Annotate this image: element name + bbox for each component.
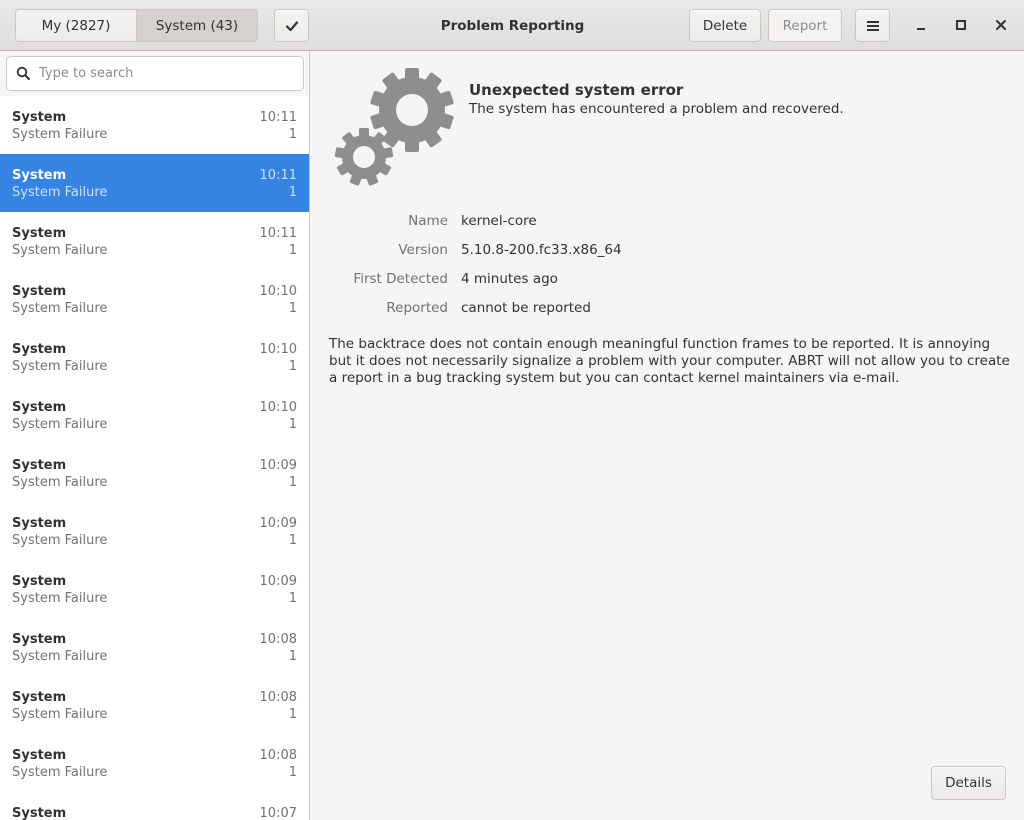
info-value: 4 minutes ago: [461, 271, 558, 287]
problem-count: 1: [288, 127, 297, 142]
delete-button[interactable]: Delete: [689, 9, 761, 42]
problem-list: [0, 96, 309, 820]
problem-title: System: [12, 516, 67, 531]
checkmark-icon: [285, 19, 299, 33]
problem-time: 10:10: [259, 400, 297, 415]
problem-type: System Failure: [12, 243, 108, 258]
problem-type: System Failure: [12, 707, 108, 722]
problem-type: System Failure: [12, 185, 108, 200]
menu-button[interactable]: [855, 9, 890, 42]
problem-title: System: [12, 284, 67, 299]
info-value: kernel-core: [461, 213, 537, 229]
problem-type: System Failure: [12, 591, 108, 606]
search-field[interactable]: [6, 56, 304, 91]
problem-count: 1: [288, 649, 297, 664]
info-label: Reported: [386, 300, 448, 316]
list-item[interactable]: [0, 618, 309, 676]
problem-title: System: [12, 168, 67, 183]
tab-system-problems[interactable]: System (43): [136, 10, 257, 41]
problem-count: 1: [288, 417, 297, 432]
tab-my-problems[interactable]: My (2827): [16, 10, 136, 41]
problem-type: System Failure: [12, 417, 108, 432]
problem-time: 10:09: [259, 574, 297, 589]
search-bar: [0, 51, 309, 96]
problem-type: System Failure: [12, 127, 108, 142]
problem-title: System: [12, 458, 67, 473]
list-item[interactable]: [0, 212, 309, 270]
problem-count: 1: [288, 475, 297, 490]
minimize-button[interactable]: [908, 12, 934, 38]
problem-count: 1: [288, 765, 297, 780]
list-item[interactable]: [0, 270, 309, 328]
problem-details-pane: [311, 51, 1024, 820]
problem-count: 1: [288, 243, 297, 258]
problem-count: 1: [288, 301, 297, 316]
problem-time: 10:07: [259, 806, 297, 820]
problem-time: 10:08: [259, 690, 297, 705]
problem-list-sidebar: [0, 51, 310, 820]
problem-count: 1: [288, 359, 297, 374]
problem-time: 10:09: [259, 458, 297, 473]
problem-type: System Failure: [12, 301, 108, 316]
problem-title: System: [12, 690, 67, 705]
list-item[interactable]: [0, 96, 309, 154]
problem-heading: Unexpected system error: [469, 81, 684, 99]
problem-count: 1: [288, 591, 297, 606]
problem-count: 1: [288, 533, 297, 548]
minimize-icon: [915, 19, 927, 31]
problem-count: 1: [288, 707, 297, 722]
list-item[interactable]: [0, 676, 309, 734]
problem-title: System: [12, 806, 67, 820]
list-item[interactable]: [0, 734, 309, 792]
list-item[interactable]: [0, 154, 309, 212]
list-item[interactable]: [0, 560, 309, 618]
info-label: Name: [408, 213, 448, 229]
problem-time: 10:10: [259, 342, 297, 357]
maximize-icon: [955, 19, 967, 31]
problem-summary: The system has encountered a problem and recovered.: [469, 101, 844, 117]
view-switcher: [15, 9, 258, 42]
search-icon: [16, 66, 31, 81]
problem-type: System Failure: [12, 359, 108, 374]
window-title: Problem Reporting: [440, 17, 585, 34]
close-icon: [995, 19, 1007, 31]
header-bar: [0, 0, 1024, 51]
details-button[interactable]: Details: [931, 766, 1006, 800]
problem-type: System Failure: [12, 765, 108, 780]
problem-time: 10:11: [259, 226, 297, 241]
info-value: cannot be reported: [461, 300, 591, 316]
problem-time: 10:09: [259, 516, 297, 531]
problem-type: System Failure: [12, 475, 108, 490]
maximize-button[interactable]: [948, 12, 974, 38]
problem-type: System Failure: [12, 533, 108, 548]
problem-title: System: [12, 400, 67, 415]
search-input[interactable]: [37, 57, 299, 90]
hamburger-menu-icon: [866, 20, 880, 32]
problem-time: 10:08: [259, 632, 297, 647]
list-item[interactable]: [0, 792, 309, 820]
problem-time: 10:10: [259, 284, 297, 299]
problem-time: 10:11: [259, 110, 297, 125]
list-item[interactable]: [0, 444, 309, 502]
problem-type: System Failure: [12, 649, 108, 664]
selection-mode-button[interactable]: [274, 9, 309, 42]
info-label: First Detected: [353, 271, 448, 287]
list-item[interactable]: [0, 328, 309, 386]
problem-title: System: [12, 226, 67, 241]
list-item[interactable]: [0, 386, 309, 444]
problem-title: System: [12, 110, 67, 125]
problem-title: System: [12, 632, 67, 647]
problem-count: 1: [288, 185, 297, 200]
close-button[interactable]: [988, 12, 1014, 38]
report-button[interactable]: Report: [768, 9, 842, 42]
problem-time: 10:11: [259, 168, 297, 183]
problem-time: 10:08: [259, 748, 297, 763]
problem-title: System: [12, 574, 67, 589]
info-label: Version: [398, 242, 448, 258]
problem-title: System: [12, 342, 67, 357]
problem-title: System: [12, 748, 67, 763]
gears-icon: [331, 67, 461, 197]
info-value: 5.10.8-200.fc33.x86_64: [461, 242, 622, 258]
list-item[interactable]: [0, 502, 309, 560]
problem-description: The backtrace does not contain enough meaningful function frames to be reported. It is annoying but it does not necessarily signalize a problem with your computer. ABRT will not allow you to create a report in a bug tracking system but you can contact kernel maintainers via e-mail.: [329, 336, 1010, 386]
